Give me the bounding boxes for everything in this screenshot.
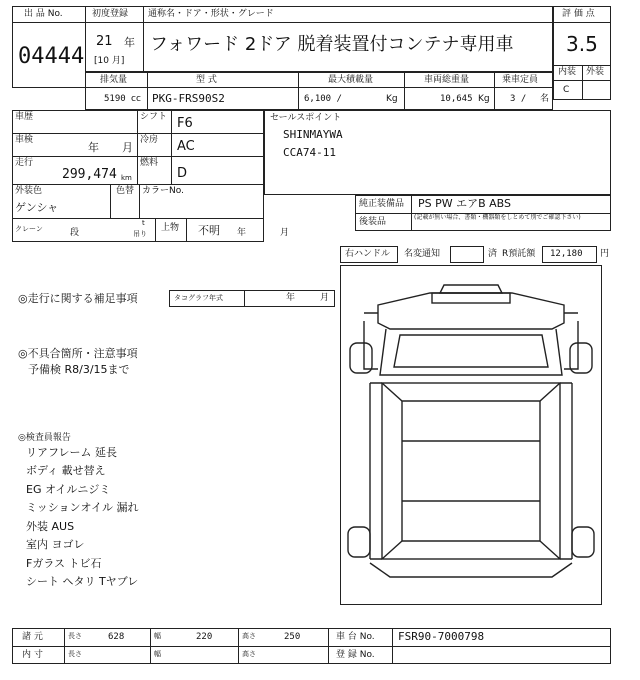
inspector-line-2: ボディ 載せ替え bbox=[26, 464, 106, 477]
rear-left-wheel bbox=[348, 527, 370, 557]
inspector-line-3: EG オイルニジミ bbox=[26, 483, 111, 496]
height-value: 250 bbox=[284, 632, 301, 642]
mount-label: 上物 bbox=[161, 223, 180, 233]
truck-body-diagram bbox=[340, 265, 602, 605]
length-label: 長さ bbox=[68, 632, 82, 640]
lot-label: 出 品 No. bbox=[24, 9, 63, 19]
model-name: フォワード 2ドア 脱着装置付コンテナ専用車 bbox=[150, 34, 514, 55]
dims-label: 諸 元 bbox=[22, 632, 43, 642]
interior-label: 内装 bbox=[558, 67, 577, 77]
sales-point-label: セールスポイント bbox=[270, 113, 342, 123]
rear-right-wheel bbox=[572, 527, 594, 557]
interior-grade: C bbox=[563, 85, 570, 95]
ext-color-label: 外装色 bbox=[15, 186, 43, 196]
inspector-line-7: Fガラス トビ石 bbox=[26, 557, 102, 570]
equipment-value: PS PW エアB ABS bbox=[418, 197, 512, 210]
ac-label: 冷房 bbox=[140, 135, 159, 145]
inspector-line-5: 外装 AUS bbox=[26, 520, 75, 533]
gvw-unit: Kg bbox=[478, 94, 490, 104]
displacement-label: 排気量 bbox=[100, 75, 128, 85]
gvw-label: 車両総重量 bbox=[424, 75, 470, 85]
inspector-line-4: ミッションオイル 漏れ bbox=[26, 501, 139, 514]
inner-width-label: 幅 bbox=[154, 650, 161, 658]
inspection-year-unit: 年 bbox=[88, 141, 99, 154]
max-load-label: 最大積載量 bbox=[328, 75, 374, 85]
length-value: 628 bbox=[108, 632, 125, 642]
shift-value: F6 bbox=[177, 116, 193, 131]
mileage-unit: km bbox=[121, 174, 132, 182]
recycle-prefix: 済 bbox=[488, 249, 498, 259]
capacity-unit: 名 bbox=[540, 94, 550, 104]
reg-no-label: 登 録 No. bbox=[336, 650, 375, 660]
cargo-body-outline bbox=[370, 383, 572, 559]
lot-number: 04444 bbox=[18, 44, 85, 69]
fuel-label: 燃料 bbox=[140, 158, 159, 168]
defect-line-1: 予備検 R8/3/15まで bbox=[28, 363, 130, 376]
inspector-line-1: リアフレーム 延長 bbox=[26, 446, 118, 459]
displacement-value: 5190 bbox=[104, 94, 126, 104]
driving-remarks-title: ◎走行に関する補足事項 bbox=[18, 292, 138, 305]
inspector-line-6: 室内 ヨゴレ bbox=[26, 538, 85, 551]
height-label: 高さ bbox=[242, 632, 256, 640]
name-change-label: 名変通知 bbox=[404, 249, 441, 259]
inspection-label: 車検 bbox=[15, 135, 34, 145]
steering-value: 右ハンドル bbox=[345, 249, 391, 259]
sales-point-line-2: CCA74-11 bbox=[283, 146, 336, 159]
mount-month-unit: 月 bbox=[280, 228, 290, 238]
crane-stage-unit: 段 bbox=[70, 228, 80, 238]
color-no-label: 色替 bbox=[116, 186, 135, 196]
model-label: 通称名・ドア・形状・グレード bbox=[148, 9, 274, 19]
mileage-label: 走行 bbox=[15, 158, 34, 168]
tacho-month-unit: 月 bbox=[320, 293, 330, 303]
inspector-title: ◎検査員報告 bbox=[18, 433, 71, 443]
capacity-label: 乗車定員 bbox=[502, 75, 539, 85]
width-label: 幅 bbox=[154, 632, 161, 640]
cab-outline bbox=[364, 285, 578, 375]
reg-label: 初度登録 bbox=[92, 9, 129, 19]
inspection-month-unit: 月 bbox=[122, 141, 133, 154]
chassis-label: 車 台 No. bbox=[336, 632, 375, 642]
score-value: 3.5 bbox=[566, 32, 598, 56]
inner-height-label: 高さ bbox=[242, 650, 256, 658]
capacity-value: 3 / bbox=[510, 94, 527, 104]
ext-color-value: ゲンシャ bbox=[15, 201, 59, 214]
crane-lift-unit: 吊り bbox=[133, 230, 147, 238]
shift-label: シフト bbox=[140, 112, 168, 122]
max-load-unit: Kg bbox=[386, 94, 398, 104]
crane-label: クレーン bbox=[15, 225, 43, 233]
color-code-label: カラーNo. bbox=[142, 186, 184, 196]
ac-value: AC bbox=[177, 139, 195, 154]
retrofit-note: (記載が無い場合、書類・機器類をしとめて別でご確認下さい) bbox=[414, 214, 581, 221]
exterior-label: 外装 bbox=[586, 67, 605, 77]
mileage-value: 299,474 bbox=[62, 167, 117, 182]
recycle-unit: 円 bbox=[600, 249, 610, 259]
type-label: 型 式 bbox=[196, 75, 217, 85]
mount-value: 不明 bbox=[198, 224, 220, 237]
sales-point-line-1: SHINMAYWA bbox=[283, 128, 343, 141]
reg-month: [10 月] bbox=[94, 56, 125, 66]
mount-year-unit: 年 bbox=[237, 228, 247, 238]
name-change-field bbox=[450, 246, 484, 263]
defects-title: ◎不具合箇所・注意事項 bbox=[18, 347, 138, 360]
tacho-label: タコグラフ年式 bbox=[174, 294, 223, 302]
score-label: 評 価 点 bbox=[562, 9, 595, 19]
gvw-value: 10,645 bbox=[440, 94, 473, 104]
inner-length-label: 長さ bbox=[68, 650, 82, 658]
inspector-line-8: シート ヘタリ Tヤブレ bbox=[26, 575, 139, 588]
type-value: PKG-FRS90S2 bbox=[152, 92, 225, 105]
displacement-unit: cc bbox=[131, 94, 141, 104]
details-block bbox=[12, 110, 264, 242]
chassis-value: FSR90-7000798 bbox=[398, 630, 485, 643]
tacho-year-unit: 年 bbox=[286, 293, 296, 303]
inner-label: 内 寸 bbox=[22, 650, 43, 660]
max-load-value: 6,100 / bbox=[304, 94, 342, 104]
retrofit-label: 後装品 bbox=[359, 217, 387, 227]
equipment-label: 純正装備品 bbox=[359, 199, 405, 209]
fuel-value: D bbox=[177, 166, 188, 181]
reg-year: 21 bbox=[96, 34, 113, 49]
reg-year-unit: 年 bbox=[124, 36, 135, 49]
width-value: 220 bbox=[196, 632, 213, 642]
recycle-label: R預託額 bbox=[502, 249, 536, 259]
history-label: 車歴 bbox=[15, 112, 34, 122]
crane-ton-unit: t bbox=[142, 219, 145, 227]
recycle-amount: 12,180 bbox=[550, 249, 583, 259]
